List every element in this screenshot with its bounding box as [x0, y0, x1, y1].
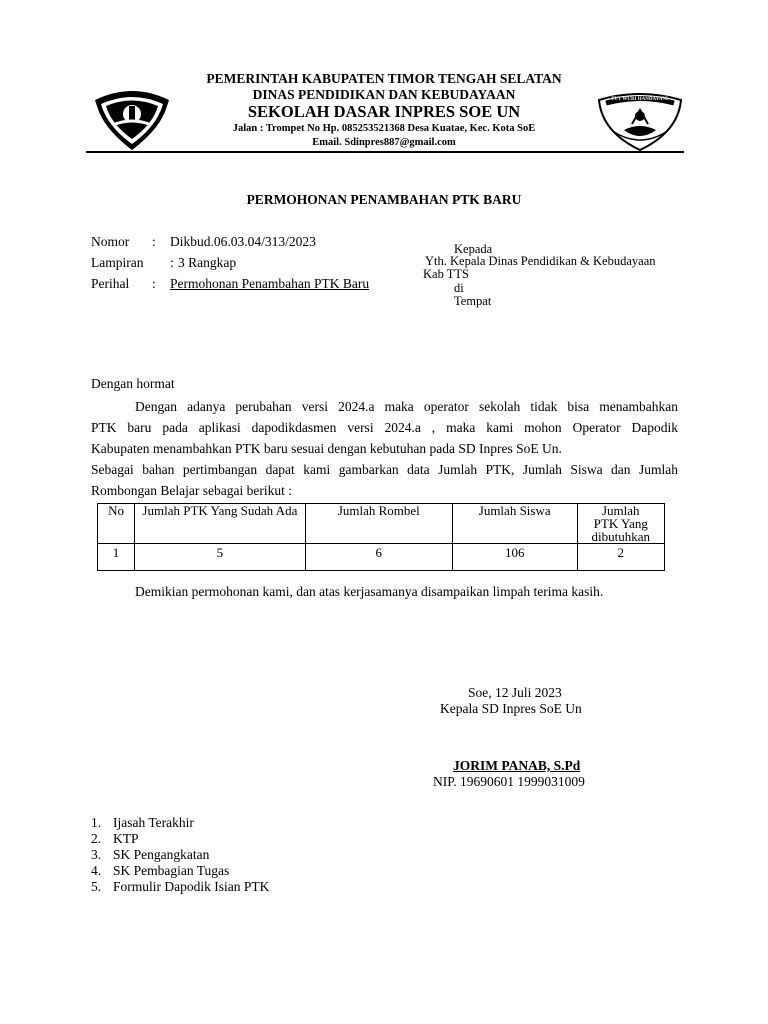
list-item-number: 4.	[91, 863, 102, 878]
recipient-di: di	[454, 281, 464, 295]
recipient-kepada: Kepada	[454, 242, 493, 256]
letterhead-email: Email. Sdinpres887@gmail.com	[312, 137, 456, 148]
meta-label-nomor: Nomor	[91, 234, 130, 249]
closing-sentence: Demikian permohonan kami, dan atas kerjasamanya disampaikan limpah terima kasih.	[135, 584, 604, 599]
letterhead-department: DINAS PENDIDIKAN DAN KEBUDAYAAN	[252, 87, 516, 102]
body-line-4: Sebagai bahan pertimbangan dapat kami gambarkan data Jumlah PTK, Jumlah Siswa dan Jumlah	[91, 462, 678, 477]
list-item: Ijasah Terakhir	[113, 815, 194, 830]
body-paragraph	[91, 396, 678, 501]
list-item-number: 2.	[91, 831, 102, 846]
list-item: Formulir Dapodik Isian PTK	[113, 879, 270, 894]
signatory-name: JORIM PANAB, S.Pd	[453, 758, 581, 773]
letterhead-government: PEMERINTAH KABUPATEN TIMOR TENGAH SELATAN	[206, 71, 562, 86]
body-line-2: PTK baru pada aplikasi dapodikdasmen versi 2024.a , maka kami mohon Operator Dapodik	[91, 420, 678, 435]
table-row	[98, 544, 665, 571]
meta-sep-perihal: :	[152, 276, 156, 291]
place-date: Soe, 12 Juli 2023	[468, 685, 562, 700]
meta-label-perihal: Perihal	[91, 276, 130, 291]
letterhead-address: Jalan : Trompet No Hp. 085253521368 Desa Kuatae, Kec. Kota SoE	[232, 123, 536, 134]
letterhead-school: SEKOLAH DASAR INPRES SOE UN	[247, 102, 521, 121]
list-item: KTP	[113, 831, 139, 846]
meta-sep-lampiran: :	[170, 255, 174, 270]
signatory-nip: NIP. 19690601 1999031009	[433, 774, 585, 789]
table-header-cell: Jumlah PTK Yang Sudah Ada	[135, 504, 306, 544]
table-cell: 5	[135, 544, 306, 571]
table-cell: 6	[305, 544, 452, 571]
meta-value-nomor: Dikbud.06.03.04/313/2023	[170, 234, 316, 249]
body-line-1: Dengan adanya perubahan versi 2024.a maka operator sekolah tidak bisa menambahkan	[135, 399, 678, 414]
logo-motto: TUT WURI HANDAYANI	[611, 97, 668, 102]
table-header-cell: Jumlah Siswa	[452, 504, 577, 544]
table-header-cell: Jumlah PTK Yang dibutuhkan	[577, 504, 664, 544]
list-item-number: 5.	[91, 879, 102, 894]
meta-label-lampiran: Lampiran	[91, 255, 144, 270]
recipient-yth: Yth. Kepala Dinas Pendidikan & Kebudayaan	[425, 254, 656, 268]
table-cell: 1	[98, 544, 135, 571]
recipient-kab: Kab TTS	[423, 267, 469, 281]
body-line-3: Kabupaten menambahkan PTK baru sesuai dengan kebutuhan pada SD Inpres SoE Un.	[91, 441, 562, 456]
list-item-number: 3.	[91, 847, 102, 862]
greeting: Dengan hormat	[91, 376, 175, 391]
table-cell: 2	[577, 544, 664, 571]
list-item: SK Pembagian Tugas	[113, 863, 230, 878]
meta-value-perihal: Permohonan Penambahan PTK Baru	[170, 276, 370, 291]
list-item-number: 1.	[91, 815, 102, 830]
list-item: SK Pengangkatan	[113, 847, 210, 862]
signatory-position: Kepala SD Inpres SoE Un	[440, 701, 582, 716]
meta-sep-nomor: :	[152, 234, 156, 249]
table-header-row	[98, 504, 665, 544]
table-header-cell: Jumlah Rombel	[305, 504, 452, 544]
recipient-tempat: Tempat	[454, 294, 492, 308]
letter-title: PERMOHONAN PENAMBAHAN PTK BARU	[246, 192, 522, 207]
body-line-5: Rombongan Belajar sebagai berikut :	[91, 483, 292, 498]
letterhead-divider	[86, 151, 684, 153]
table-cell: 106	[452, 544, 577, 571]
ptk-data-table	[97, 503, 665, 571]
table-header-cell: No	[98, 504, 135, 544]
meta-value-lampiran: 3 Rangkap	[178, 255, 237, 270]
